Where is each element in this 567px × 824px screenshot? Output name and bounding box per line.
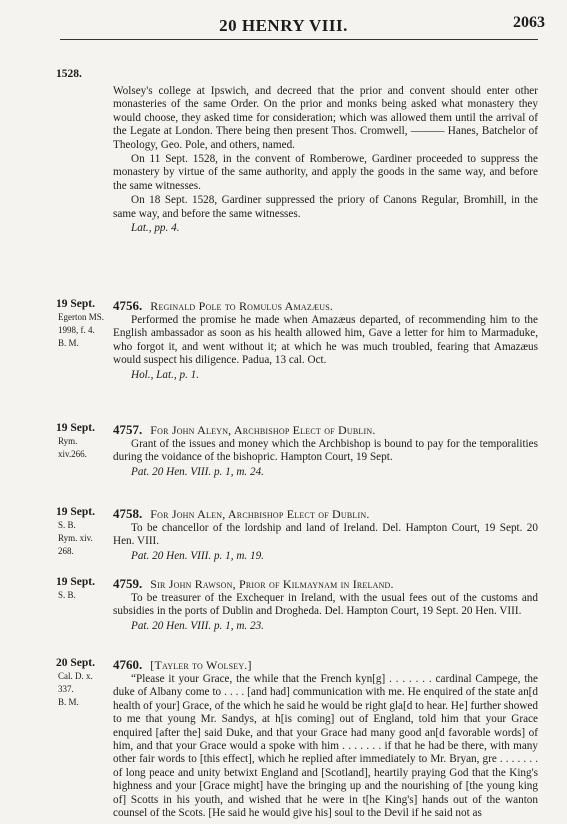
entry-source: Egerton MS. — [58, 312, 104, 322]
entry-source: B. M. — [58, 338, 79, 348]
entry-body — [113, 576, 538, 633]
entry-paragraph: “Please it your Grace, the while that the French kyn[g] . . . . . . . cardinal Campege, the duke of Albany come to . . . . [and had] communication with me. He enquired of the state an[d health of your] Grace, of the which he said he would be right gla[d to hear. He] further showed to me that young Mr. Sandys, at h[is coming] out of England, told him that your Grace enquired [after the] said Duke, and that your Grace had many good an[d favorable words] of him, and that your Grace would a spoke with him . . . . . . . if that he had be there, with many other fair words to [this effect], which he replied after immediately to Mr. Bryan, gre . . . . . . . of long peace and unity betwixt England and [Scotland], heartily praying God that the King's highness and your [Grace might] have the bringing up and the nourishing of [the young king of] Scotts in his youth, and wished that he were in t[he King's] hands out of the wanton counsel of the Scots. [He said he would give his] soul to the Devil if he said not as — [113, 673, 538, 820]
entry-heading — [113, 657, 538, 673]
entry-source: S. B. — [58, 520, 76, 530]
entry-paragraph: On 18 Sept. 1528, Gardiner suppressed the priory of Canons Regular, Bromhill, in the same way, and before the same witnesses. — [113, 194, 538, 220]
entry-body — [113, 298, 538, 382]
entry-source: Rym. xiv.266. — [58, 436, 87, 459]
entry-title: Sir John Rawson, Prior of Kilmaynam in Ireland. — [150, 577, 394, 591]
entry-margin — [56, 657, 108, 709]
entry-year: 1528. — [56, 68, 82, 80]
running-title: 20 HENRY VIII. — [219, 16, 348, 35]
header-rule — [60, 39, 538, 40]
entry-paragraph: On 11 Sept. 1528, in the convent of Romberowe, Gardiner proceeded to suppress the monastery by virtue of the same authority, and apply the goods in the same way, and before the same witnesses. — [113, 153, 538, 192]
entry-date: 19 Sept. — [56, 298, 95, 310]
entry-date: 19 Sept. — [56, 576, 95, 588]
entry-paragraph: To be chancellor of the lordship and land of Ireland. Del. Hampton Court, 19 Sept. 20 Hen. VIII. — [113, 522, 538, 548]
entry-source: B. M. — [58, 697, 79, 707]
entry-title: For John Alen, Archbishop Elect of Dublin. — [150, 507, 370, 521]
entry-title: Reginald Pole to Romulus Amazæus. — [150, 299, 334, 313]
entry-paragraph: Wolsey's college at Ipswich, and decreed that the prior and convent should enter other monasteries of the same Order. On the prior and monks being asked what monastery they would choose, they asked time for consideration; which was allowed them until the arrival of the Legate at London. There being then present Thos. Cromwell, ——— Hanes, Batchelor of Theology, Geo. Pole, and others, named. — [113, 85, 538, 151]
page-header — [0, 10, 567, 40]
entry-source: Cal. D. x. 337. — [58, 671, 93, 694]
entry-paragraph: Performed the promise he made when Amazæus departed, of recommending him to the English ambassador as soon as his health allowed him, Gave a letter for him to Marmaduke, who forgot it, and went without it; at which he was much troubled, fearing that Amazæus would suspect his diligence. Padua, 13 cal. Oct. — [113, 314, 538, 367]
entry-source: 1998, f. 4. — [58, 325, 95, 335]
entry-number: 4756. — [113, 298, 143, 313]
entry-paragraph: Grant of the issues and money which the Archbishop is bound to pay for the temporalities during the voidance of the bishopric. Hampton Court, 19 Sept. — [113, 438, 538, 464]
entry-note: Hol., Lat., p. 1. — [131, 368, 200, 381]
page-number: 2063 — [513, 14, 545, 31]
entry-source: S. B. — [58, 590, 76, 600]
entry-title: For John Aleyn, Archbishop Elect of Dublin. — [150, 423, 376, 437]
entry-source: Rym. xiv. 268. — [58, 533, 93, 556]
entry-body — [113, 85, 538, 235]
entry-heading — [113, 298, 538, 314]
entry-body — [113, 422, 538, 479]
entry-paragraph: To be treasurer of the Exchequer in Ireland, with the usual fees out of the customs and subsidies in the ports of Dublin and Drogheda. Del. Hampton Court, 19 Sept. 20 Hen. VIII. — [113, 592, 538, 618]
entry-note: Pat. 20 Hen. VIII. p. 1, m. 24. — [131, 465, 264, 478]
entry-title: [Tayler to Wolsey.] — [150, 658, 252, 672]
entry-heading — [113, 576, 538, 592]
entry-body — [113, 506, 538, 563]
entry-number: 4757. — [113, 422, 143, 437]
entry-note: Pat. 20 Hen. VIII. p. 1, m. 23. — [131, 619, 264, 632]
entry-heading — [113, 506, 538, 522]
entry-note: Lat., pp. 4. — [131, 222, 180, 235]
entry-margin — [56, 422, 108, 461]
entry-body — [113, 657, 538, 821]
entry-margin — [56, 576, 108, 602]
entry-date: 19 Sept. — [56, 506, 95, 518]
entry-date: 20 Sept. — [56, 657, 95, 669]
entry-number: 4758. — [113, 506, 143, 521]
entry-margin — [56, 68, 108, 81]
entry-number: 4759. — [113, 576, 143, 591]
entry-date: 19 Sept. — [56, 422, 95, 434]
entry-heading — [113, 422, 538, 438]
entry-margin — [56, 298, 108, 350]
entry-margin — [56, 506, 108, 558]
entry-number: 4760. — [113, 657, 143, 672]
entry-note: Pat. 20 Hen. VIII. p. 1, m. 19. — [131, 549, 264, 562]
